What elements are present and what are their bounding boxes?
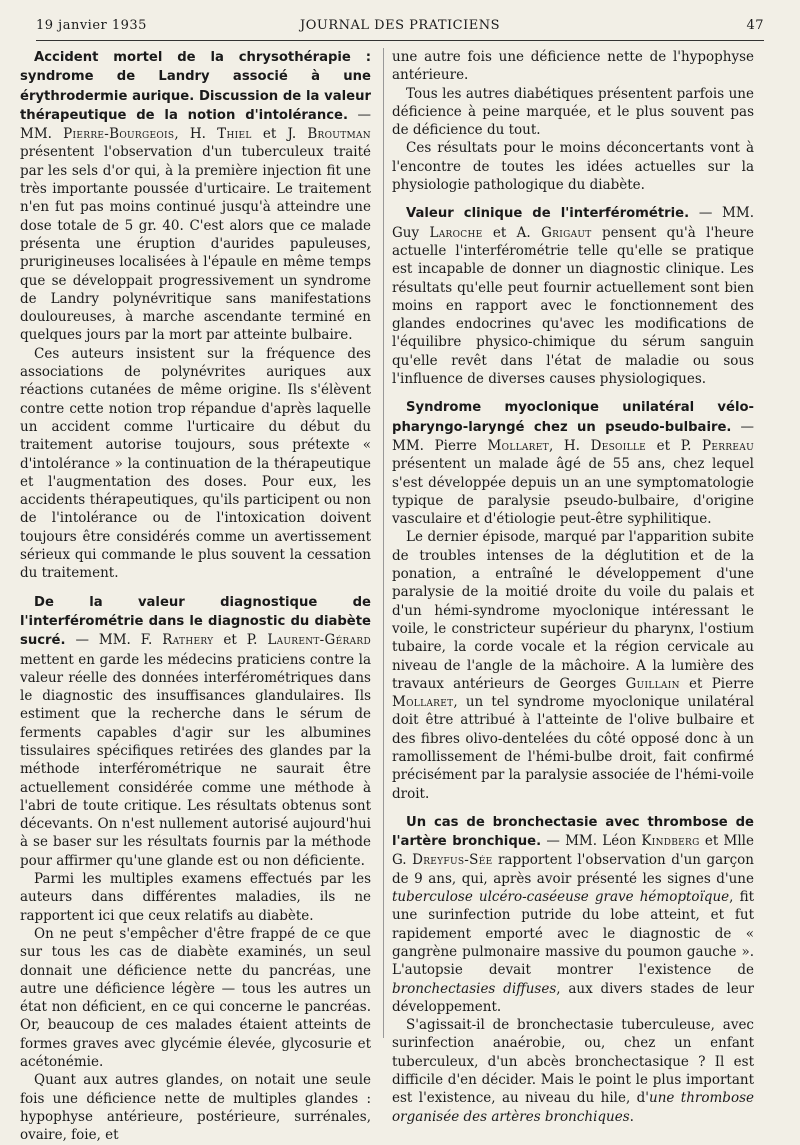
right-column (392, 48, 754, 1126)
article-valeur-clinique: Valeur clinique de l'interférométrie. — MM. Guy Laroche et A. Grigaut pensent qu'à l'heure actuelle l'interférométrie telle qu'elle se pratique est incapable de donner un diagnostic clinique. Les résultats qu'elle peut fournir actuellement sont bien moins en rapport avec le fonctionnement des glandes endocrines qu'avec les modifications de l'équilibre physico-chimique du sérum sanguin qu'elle revêt dans l'état de maladie ou sous l'influence de diverses causes physiologiques. (392, 205, 754, 388)
header-journal-title: JOURNAL DES PRATICIENS (300, 18, 500, 33)
article-bronchectasie: Un cas de bronchectasie avec thrombose de l'artère bronchique. — MM. Léon Kindberg et Mlle G. Dreyfus-Sée rapportent l'observation d'un garçon de 9 ans, qui, après avoir présenté les signes d'une tuberculose ulcéro-caséeuse grave hémoptoïque, fit une surinfection putride du lobe atteint, et fut rapidement emporté avec le diagnostic de « gangrène pulmonaire massive du poumon gauche ». L'autopsie devait montrer l'existence de bronchectasies diffuses, aux divers stades de leur développement. (392, 814, 755, 1015)
author-name: Grigaut (541, 224, 592, 241)
article-title: Un cas de bronchectasie avec thrombose de l'artère bronchique. (392, 814, 754, 850)
author-name: Laroche (429, 224, 483, 241)
paragraph: Le dernier épisode, marqué par l'apparition subite de troubles intenses de la déglutition et de la ponation, a entraîné le développement d'une paralysie de la moitié droite du voile du palais et d'un hémi-syndrome myoclonique intéressant le voile, le constricteur supérieur du pharynx, l'ostium tubaire, la corde vocale et la région cervicale au niveau de l'angle de la mâchoire. A la lumière des travaux antérieurs de Georges Guillain et Pierre Mollaret, un tel syndrome myoclonique unilatéral doit être attribué à l'atteinte de l'olive bulbaire et des fibres olivo-dentelées du côté opposé donc à un ramollissement de l'hémi-bulbe droit, fait confirmé précisément par la paralysie associée de l'hémi-voile droit. (392, 529, 754, 802)
author-name: Broutman (307, 126, 371, 143)
article-body: mettent en garde les médecins praticiens contre la valeur réelle des données interférométriques dans le diagnostic des insuffisances glandulaires. Ils estiment que la recherche dans le sérum de ferments capables d'agir sur les albumines tissulaires spécifiques retirées des glandes par la méthode interférométrique ne saurait être actuellement considérée comme une méthode à l'abri de toute critique. Les résultats obtenus sont décevants. On n'est nullement autorisé aujourd'hui à se baser sur les résultats fournis par la méthode pour affirmer qu'une glande est ou non déficiente. (20, 651, 371, 869)
header-page-number: 47 (746, 18, 764, 33)
paragraph: Quant aux autres glandes, on notait une seule fois une déficience nette de multiples glandes : hypophyse antérieure, postérieure, surrénales, ovaire, foie, et (20, 1072, 371, 1144)
article-title: Accident mortel de la chrysothérapie : syndrome de Landry associé à une érythrodermie aurique. Discussion de la valeur thérapeutique de la notion d'intolérance. (20, 50, 371, 123)
author-name: Dreyfus-Sée (412, 852, 493, 869)
column-divider (383, 48, 384, 1038)
article-body: présentent un malade âgé de 55 ans, chez lequel s'est développée depuis un an une symptomatologie typique de paralysie pseudo-bulbaire, d'origine vasculaire et d'étiologie peut-être syphilitique. (392, 456, 754, 528)
author-name: Kindberg (641, 833, 700, 850)
article-body: pensent qu'à l'heure actuelle l'interférométrie telle qu'elle se pratique est incapable de donner un diagnostic clinique. Les résultats qu'elle peut fournir actuellement sont bien moins en rapport avec le fonctionnement des glandes endocrines qu'avec les modifications de l'équilibre physico-chimique du sérum sanguin qu'elle revêt dans l'état de maladie ou sous l'influence de diverses causes physiologiques. (392, 224, 754, 388)
article-chrysotherapie: Accident mortel de la chrysothérapie : syndrome de Landry associé à une érythrodermie aurique. Discussion de la valeur thérapeutique de la notion d'intolérance. — MM. Pierre-Bourgeois, H. Thiel et J. Broutman présentent l'observation d'un tuberculeux traité par les sels d'or qui, à la première injection fit une très importante poussée d'urticaire. Le traitement n'en fut pas moins continué jusqu'à atteindre une dose totale de 5 gr. 40. C'est alors que ce malade présenta une éruption d'aurides papuleuses, prurigineuses localisées à l'épaule en même temps que se développait progressivement un syndrome de Landry polynévritique sans manifestations douloureuses, à marche ascendante terminé en quelques jours par la mort par atteinte bulbaire. (20, 50, 372, 344)
paragraph-continued: une autre fois une déficience nette de l'hypophyse antérieure. (392, 49, 754, 84)
author-name: Desoille (590, 437, 647, 454)
author-name: Mollaret (392, 694, 454, 711)
italic-term: tuberculose ulcéro-caséeuse grave hémoptoïque (392, 889, 730, 906)
author-name: Rathery (162, 632, 214, 649)
paragraph: Tous les autres diabétiques présentent parfois une déficience à peine marquée, et le plus souvent pas de déficience du tout. (392, 85, 754, 139)
author-name: Pierre-Bourgeois (63, 126, 175, 143)
page-header (36, 18, 764, 41)
paragraph: Ces résultats pour le moins déconcertants vont à l'encontre de toutes les idées actuelles sur la physiologie pathologique du diabète. (392, 140, 754, 194)
italic-term: bronchectasies diffuses (392, 980, 557, 997)
author-name: Laurent-Gérard (267, 632, 371, 649)
paragraph: On ne peut s'empêcher d'être frappé de ce que sur tous les cas de diabète examinés, un seul donnait une déficience nette du pancréas, une autre une déficience légère — tous les autres un état non déficient, en ce qui concerne le pancréas. Or, beaucoup de ces malades étaient atteints de formes graves avec glycémie élevée, glycosurie et acétonémie. (20, 925, 371, 1071)
left-column (20, 48, 371, 1145)
article-syndrome-myoclonique: Syndrome myoclonique unilatéral vélo-pharyngo-laryngé chez un pseudo-bulbaire. — MM. Pierre Mollaret, H. Desoille et P. Perreau présentent un malade âgé de 55 ans, chez lequel s'est développée depuis un an une symptomatologie typique de paralysie pseudo-bulbaire, d'origine vasculaire et d'étiologie peut-être syphilitique. (392, 400, 754, 528)
article-title: De la valeur diagnostique de l'interférométrie dans le diagnostic du diabète sucré. (20, 594, 371, 649)
author-name: Thiel (217, 126, 252, 143)
paragraph: S'agissait-il de bronchectasie tuberculeuse, avec surinfection anaérobie, ou, chez un enfant tuberculeux, d'un abcès bronchectasique ? Il est difficile d'en décider. Mais le point le plus important est l'existence, au niveau du hile, d'une thrombose organisée des artères bronchiques. (392, 1017, 754, 1125)
header-date: 19 janvier 1935 (36, 18, 147, 33)
article-body: présentent l'observation d'un tuberculeux traité par les sels d'or qui, à la première injection fit une très importante poussée d'urticaire. Le traitement n'en fut pas moins continué jusqu'à atteindre une dose totale de 5 gr. 40. C'est alors que ce malade présenta une éruption d'aurides papuleuses, prurigineuses localisées à l'épaule en même temps que se développait progressivement un syndrome de Landry polynévritique sans manifestations douloureuses, à marche ascendante terminé en quelques jours par la mort par atteinte bulbaire. (20, 144, 371, 344)
paragraph: Parmi les multiples examens effectués par les auteurs dans différentes maladies, ils ne rapportent ici que ceux relatifs au diabète. (20, 871, 371, 924)
author-name: Guillain (625, 675, 680, 692)
author-name: Mollaret (487, 437, 549, 454)
article-title: Valeur clinique de l'interférométrie. (406, 206, 690, 222)
paragraph: Ces auteurs insistent sur la fréquence des associations de polynévrites auriques aux réactions cutanées de même origine. Ils s'élèvent contre cette notion trop répandue d'après laquelle un accident comme l'urticaire du début du traitement autorise toujours, sous prétexte « d'intolérance » la continuation de la thérapeutique et l'augmentation des doses. Pour eux, les accidents thérapeutiques, qu'ils participent ou non de l'intolérance ou de l'intoxication doivent toujours être considérés comme un avertissement sérieux qui commande le plus souvent la cessation du traitement. (20, 345, 371, 582)
article-title: Syndrome myoclonique unilatéral vélo-pharyngo-laryngé chez un pseudo-bulbaire. (392, 400, 754, 435)
article-interferometrie-diabete: De la valeur diagnostique de l'interférométrie dans le diagnostic du diabète sucré. — MM. F. Rathery et P. Laurent-Gérard mettent en garde les médecins praticiens contre la valeur réelle des données interférométriques dans le diagnostic des insuffisances glandulaires. Ils estiment que la recherche dans le sérum de ferments capables d'agir sur les albumines tissulaires spécifiques retirées des glandes par la méthode interférométrique ne saurait être actuellement considérée comme une méthode à l'abri de toute critique. Les résultats obtenus sont décevants. On n'est nullement autorisé aujourd'hui à se baser sur les résultats fournis par la méthode pour affirmer qu'une glande est ou non déficiente. (20, 594, 371, 869)
italic-term: une thrombose organisée des artères bronchiques (392, 1090, 754, 1125)
author-name: Perreau (702, 437, 754, 454)
